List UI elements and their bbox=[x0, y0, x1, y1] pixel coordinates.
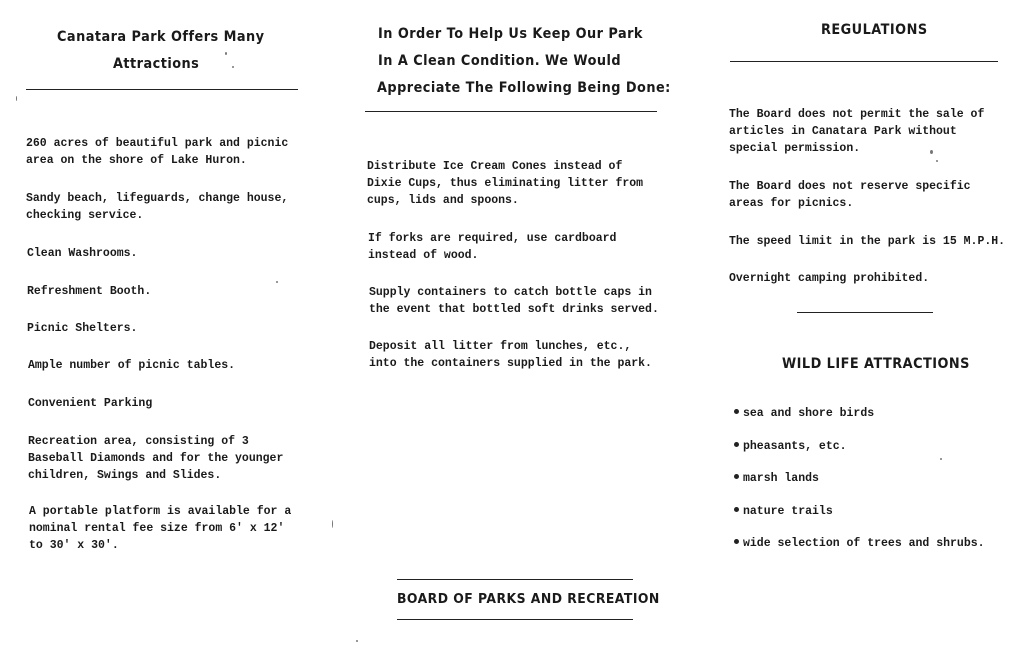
list-item bbox=[734, 470, 985, 503]
list-item bbox=[734, 405, 985, 438]
attraction-item: A portable platform is available for a nominal rental fee size from 6' x 12' to 30' x 30'. bbox=[29, 505, 292, 552]
wildlife-item: marsh lands bbox=[743, 472, 819, 485]
clean-park-title-line-3: Appreciate The Following Being Done: bbox=[377, 80, 671, 96]
regulation-item: The Board does not permit the sale of articles in Canatara Park without special permission. bbox=[729, 108, 985, 155]
scan-speck bbox=[232, 66, 234, 68]
bullet-icon bbox=[734, 507, 739, 512]
bullet-icon bbox=[734, 474, 739, 479]
scan-speck bbox=[276, 281, 278, 283]
attraction-item: 260 acres of beautiful park and picnic area on the shore of Lake Huron. bbox=[26, 137, 289, 167]
board-footer: BOARD OF PARKS AND RECREATION bbox=[397, 591, 660, 607]
attractions-title-line-2: Attractions bbox=[113, 56, 200, 72]
regulation-item: The Board does not reserve specific areas for picnics. bbox=[729, 180, 971, 210]
wildlife-title: WILD LIFE ATTRACTIONS bbox=[782, 356, 970, 372]
attractions-divider bbox=[26, 89, 298, 90]
regulation-item: Overnight camping prohibited. bbox=[729, 272, 930, 285]
scan-speck bbox=[225, 52, 227, 55]
scan-speck bbox=[930, 150, 933, 154]
scan-speck bbox=[940, 458, 942, 460]
footer-rule-bottom bbox=[397, 619, 633, 620]
bullet-icon bbox=[734, 409, 739, 414]
attraction-item: Ample number of picnic tables. bbox=[28, 359, 236, 372]
attraction-item: Picnic Shelters. bbox=[27, 322, 138, 335]
wildlife-item: nature trails bbox=[743, 504, 833, 518]
clean-park-title-line-2: In A Clean Condition. We Would bbox=[378, 53, 622, 69]
attraction-item: Sandy beach, lifeguards, change house, checking service. bbox=[26, 192, 289, 222]
list-item bbox=[734, 438, 985, 471]
clean-park-item: If forks are required, use cardboard instead of wood. bbox=[368, 232, 617, 262]
scan-speck bbox=[936, 160, 938, 162]
bullet-icon bbox=[734, 539, 739, 544]
attraction-item: Recreation area, consisting of 3 Baseball Diamonds and for the younger children, Swings and Slides. bbox=[28, 435, 284, 482]
wildlife-list bbox=[734, 405, 985, 568]
wildlife-item: sea and shore birds bbox=[743, 407, 875, 420]
attraction-item: Clean Washrooms. bbox=[27, 247, 138, 260]
list-item bbox=[734, 535, 985, 568]
regulations-divider bbox=[730, 61, 998, 62]
clean-park-item: Deposit all litter from lunches, etc., into the containers supplied in the park. bbox=[369, 340, 652, 370]
clean-park-divider bbox=[365, 111, 657, 112]
regulations-title: REGULATIONS bbox=[821, 22, 928, 38]
attractions-title-line-1: Canatara Park Offers Many bbox=[57, 29, 265, 45]
clean-park-title-line-1: In Order To Help Us Keep Our Park bbox=[378, 26, 643, 42]
scan-speck bbox=[16, 96, 17, 101]
wildlife-item: wide selection of trees and shrubs. bbox=[743, 537, 985, 550]
footer-rule-top bbox=[397, 579, 633, 580]
scan-speck bbox=[356, 640, 358, 642]
wildlife-item: pheasants, etc. bbox=[743, 439, 847, 453]
regulation-item: The speed limit in the park is 15 M.P.H. bbox=[729, 235, 1006, 248]
list-item bbox=[734, 503, 985, 536]
scan-speck bbox=[332, 520, 333, 528]
clean-park-item: Supply containers to catch bottle caps in the event that bottled soft drinks served. bbox=[369, 286, 659, 316]
attraction-item: Convenient Parking bbox=[28, 397, 153, 410]
bullet-icon bbox=[734, 442, 739, 447]
section-divider-short bbox=[797, 312, 933, 313]
attraction-item: Refreshment Booth. bbox=[27, 285, 152, 298]
clean-park-item: Distribute Ice Cream Cones instead of Dixie Cups, thus eliminating litter from cups, lids and spoons. bbox=[367, 160, 644, 207]
